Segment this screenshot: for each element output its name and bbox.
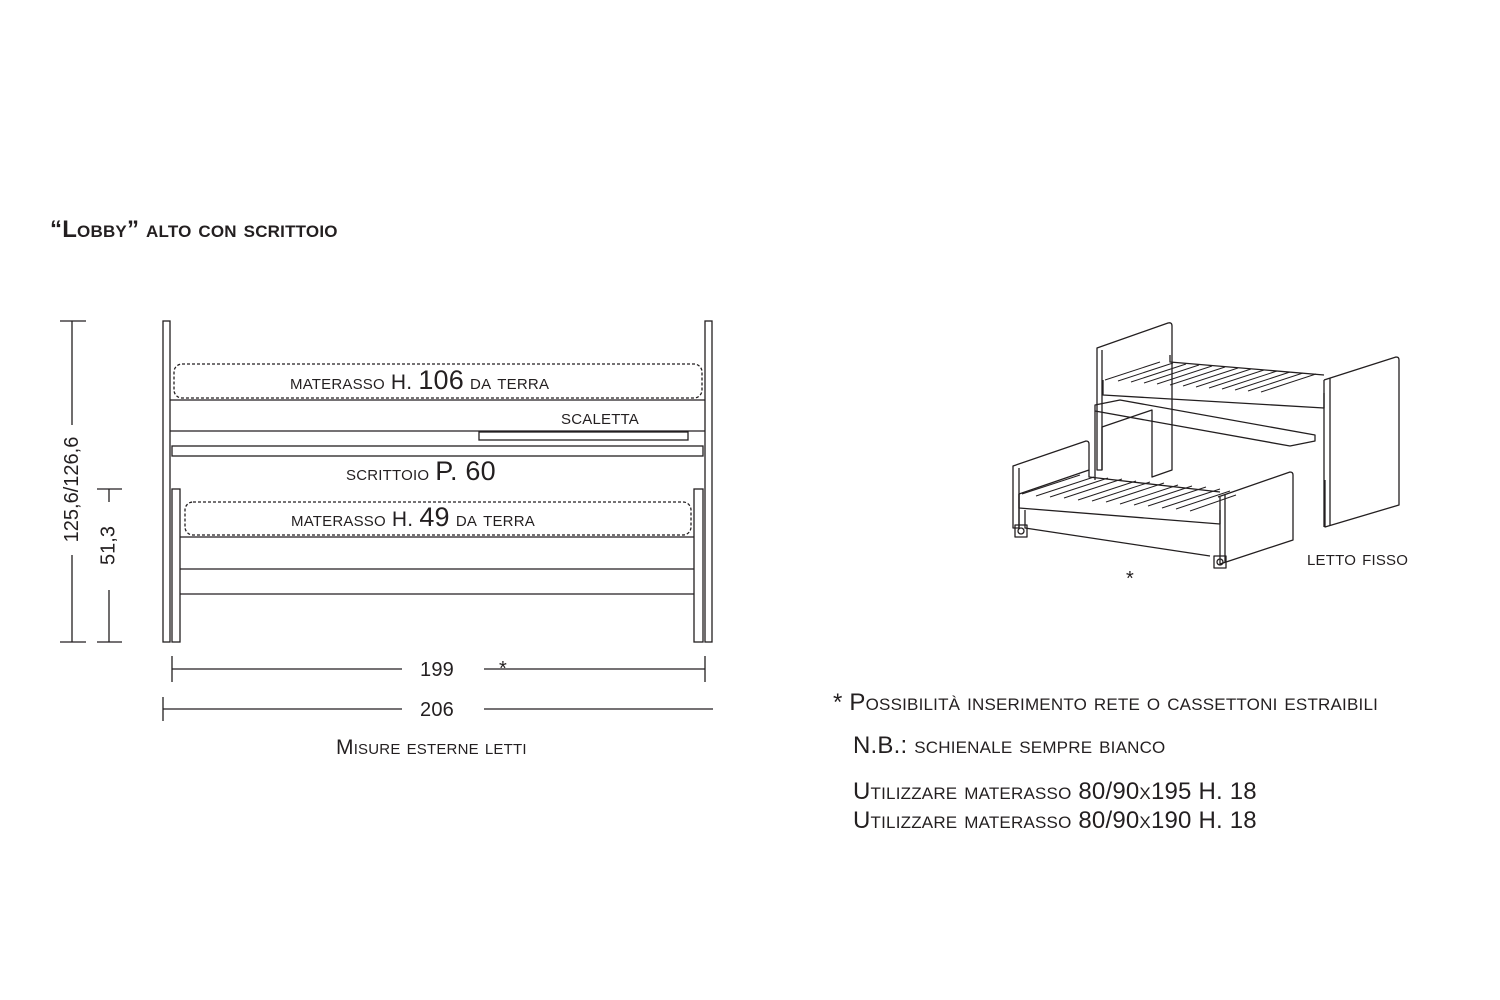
- mattress-note-190: Utilizzare materasso 80/90x190 H. 18: [853, 807, 1257, 834]
- width-outer-dimension: 206: [420, 699, 454, 721]
- height-lower-dimension: 51,3: [97, 526, 120, 565]
- ladder-label: scaletta: [561, 406, 640, 429]
- lower-slats: [1022, 475, 1236, 511]
- asterisk-marker: *: [499, 658, 507, 680]
- desk-label: scrittoio P. 60: [346, 456, 496, 486]
- external-measures-caption: Misure esterne letti: [336, 736, 527, 759]
- upper-mattress-label: materasso H. 106 da terra: [290, 365, 550, 395]
- fixed-bed-label: letto fisso: [1307, 547, 1409, 570]
- diagram-title: “Lobby” alto con scrittoio: [50, 216, 338, 243]
- width-inner-dimension: 199: [420, 659, 454, 681]
- lower-mattress-label: materasso H. 49 da terra: [291, 502, 535, 532]
- iso-asterisk-marker: *: [1126, 568, 1134, 590]
- height-total-dimension: 125,6/126,6: [61, 436, 83, 543]
- upper-slats: [1105, 362, 1316, 392]
- possibility-note: * Possibilità inserimento rete o cassettoni estraibili: [833, 689, 1379, 716]
- mattress-note-195: Utilizzare materasso 80/90x195 H. 18: [853, 778, 1257, 805]
- nb-note: N.B.: schienale sempre bianco: [853, 732, 1166, 759]
